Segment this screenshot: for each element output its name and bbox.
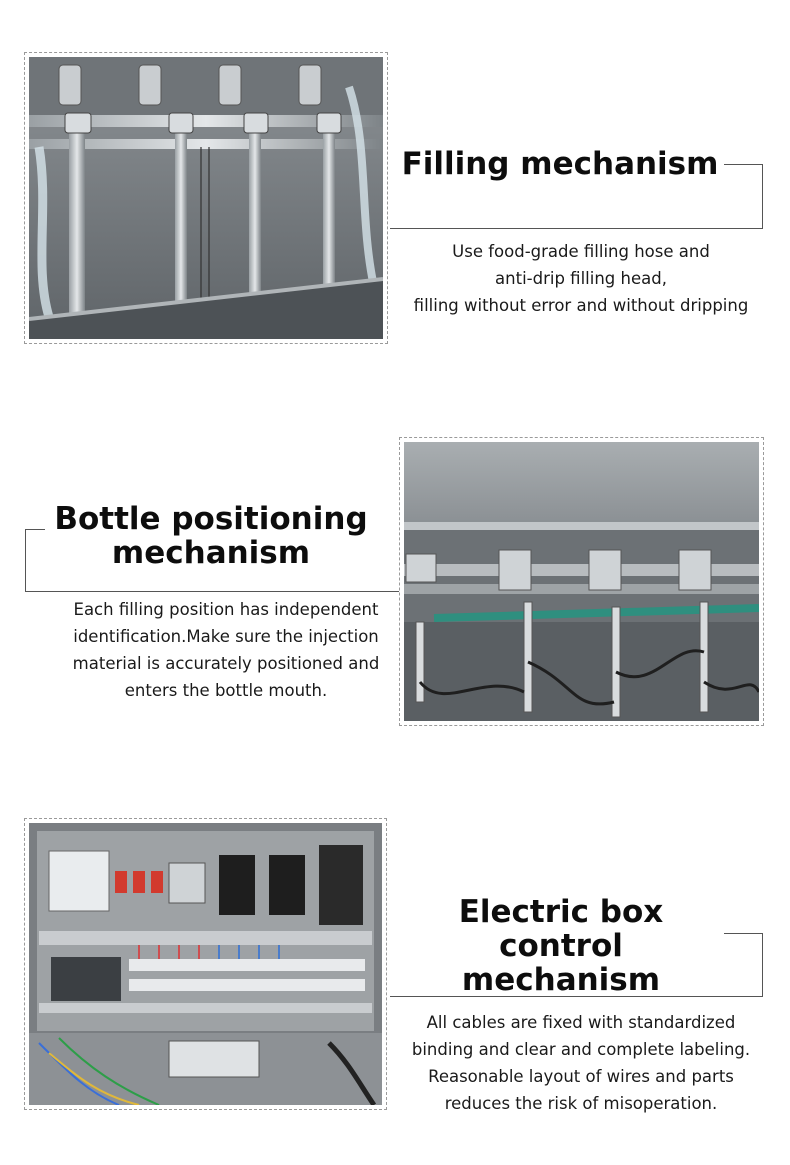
filling-mechanism-title: Filling mechanism bbox=[401, 146, 719, 182]
title-line: Electric box control bbox=[458, 894, 664, 964]
title-bracket bbox=[390, 933, 763, 997]
description-line: reduces the risk of misoperation. bbox=[444, 1094, 718, 1113]
title-line: mechanism bbox=[461, 962, 661, 998]
title-bracket-tick bbox=[724, 933, 762, 934]
electric-box-photo-frame bbox=[24, 818, 387, 1110]
filling-mechanism-section bbox=[0, 0, 790, 360]
filling-mechanism-description bbox=[390, 238, 772, 319]
description-line: All cables are fixed with standardized bbox=[426, 1013, 736, 1032]
title-bracket bbox=[390, 164, 763, 229]
title-bracket-tick bbox=[724, 164, 762, 165]
title-bracket-tick bbox=[25, 529, 45, 530]
title-line: mechanism bbox=[111, 535, 311, 571]
description-line: enters the bottle mouth. bbox=[124, 681, 328, 700]
bottle-positioning-description bbox=[58, 596, 394, 704]
description-line: Use food-grade filling hose and bbox=[452, 242, 710, 261]
description-line: material is accurately positioned and bbox=[72, 654, 380, 673]
electric-box-description bbox=[390, 1009, 772, 1117]
description-line: filling without error and without dripping bbox=[413, 296, 749, 315]
electric-box-photo bbox=[29, 823, 382, 1105]
description-line: identification.Make sure the injection bbox=[73, 627, 379, 646]
description-line: Each filling position has independent bbox=[73, 600, 379, 619]
bottle-positioning-section bbox=[0, 400, 790, 760]
bottle-positioning-photo-frame bbox=[399, 437, 764, 726]
title-line: Bottle positioning bbox=[54, 501, 368, 537]
electric-box-section bbox=[0, 800, 790, 1165]
description-line: binding and clear and complete labeling. bbox=[411, 1040, 751, 1059]
title-bracket bbox=[25, 529, 399, 592]
filling-mechanism-photo-frame bbox=[24, 52, 388, 344]
description-line: anti-drip filling head, bbox=[495, 269, 667, 288]
filling-heads-photo bbox=[29, 57, 383, 339]
description-line: Reasonable layout of wires and parts bbox=[428, 1067, 734, 1086]
bottle-positioning-photo bbox=[404, 442, 759, 721]
